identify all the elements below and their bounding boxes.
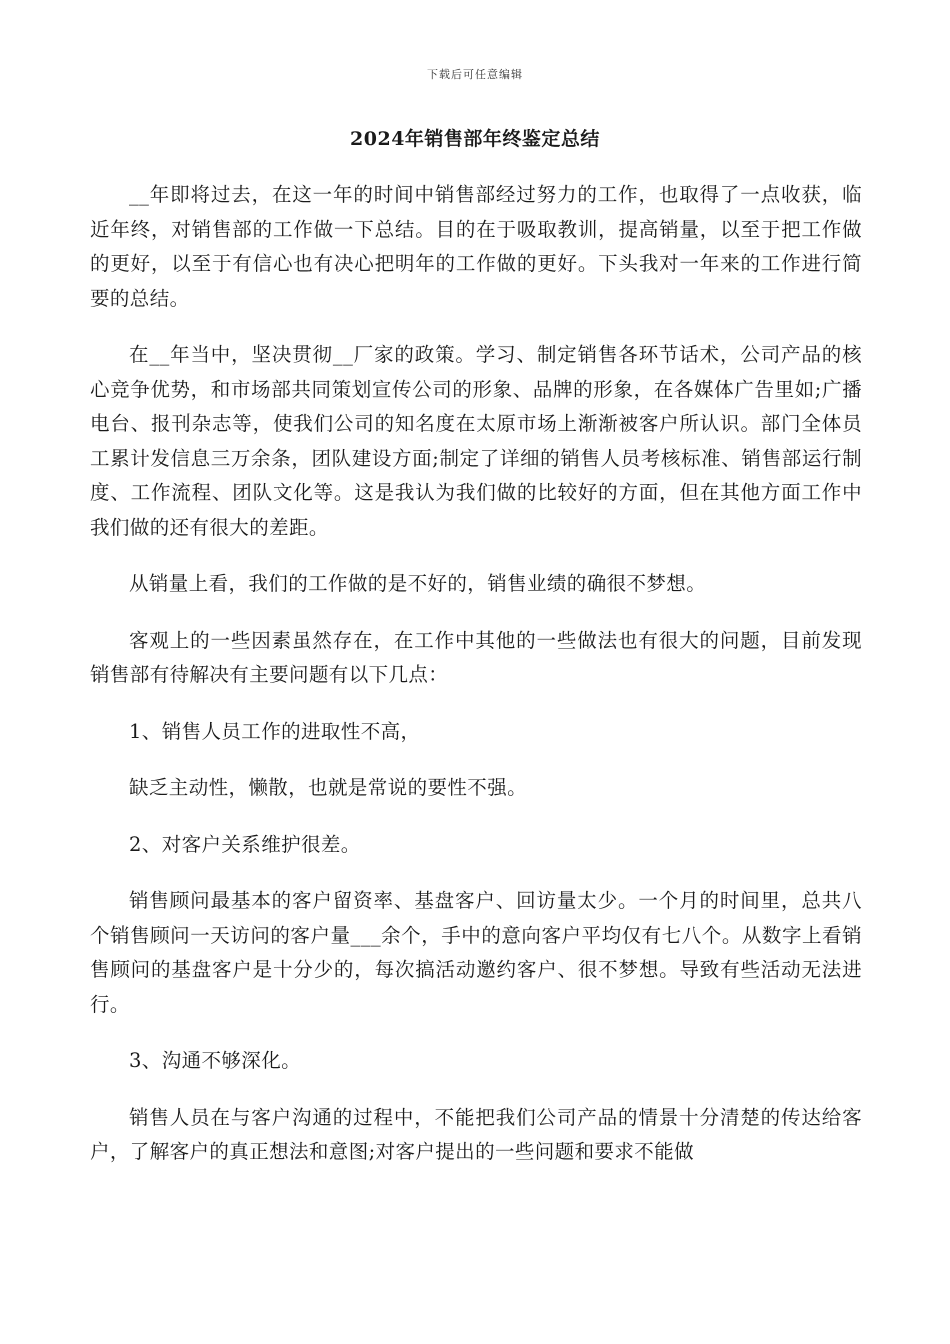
paragraph-achievements: 在__年当中，坚决贯彻__厂家的政策。学习、制定销售各环节话术，公司产品的核心竞争优势，和市场部共同策划宣传公司的形象、品牌的形象，在各媒体广告里如;广播电台、报刊杂志等，使我们公司的知名度在太原市场上渐渐被客户所认识。部门全体员工累计发信息三万余条，团队建设方面;制定了详细的销售人员考核标准、销售部运行制度、工作流程、团队文化等。这是我认为我们做的比较好的方面，但在其他方面工作中我们做的还有很大的差距。 [90, 343, 862, 539]
paragraph-problems-intro: 客观上的一些因素虽然存在，在工作中其他的一些做法也有很大的问题，目前发现销售部有待解决有主要问题有以下几点： [90, 628, 862, 686]
document-body [90, 178, 862, 1192]
document-title: 2024年销售部年终鉴定总结 [350, 128, 600, 150]
list-item-1-heading: 1、销售人员工作的进取性不高， [129, 719, 421, 743]
list-item-3-heading: 3、沟通不够深化。 [129, 1049, 302, 1072]
paragraph-sales-volume: 从销量上看，我们的工作做的是不好的，销售业绩的确很不梦想。 [129, 572, 707, 595]
list-item-2-heading: 2、对客户关系维护很差。 [129, 832, 361, 856]
paragraph-intro: __年即将过去，在这一年的时间中销售部经过努力的工作，也取得了一点收获，临近年终，对销售部的工作做一下总结。目的在于吸取教训，提高销量，以至于把工作做的更好，以至于有信心也有决心把明年的工作做的更好。下头我对一年来的工作进行简要的总结。 [90, 183, 862, 310]
header-note: 下载后可任意编辑 [427, 68, 523, 81]
list-item-2-detail: 销售顾问最基本的客户留资率、基盘客户、回访量太少。一个月的时间里，总共八个销售顾问一天访问的客户量___余个，手中的意向客户平均仅有七八个。从数字上看销售顾问的基盘客户是十分少的，每次搞活动邀约客户、很不梦想。导致有些活动无法进行。 [90, 889, 862, 1016]
list-item-3-detail: 销售人员在与客户沟通的过程中，不能把我们公司产品的情景十分清楚的传达给客户，了解客户的真正想法和意图;对客户提出的一些问题和要求不能做 [90, 1105, 862, 1163]
list-item-1-detail: 缺乏主动性，懒散，也就是常说的要性不强。 [129, 776, 528, 799]
